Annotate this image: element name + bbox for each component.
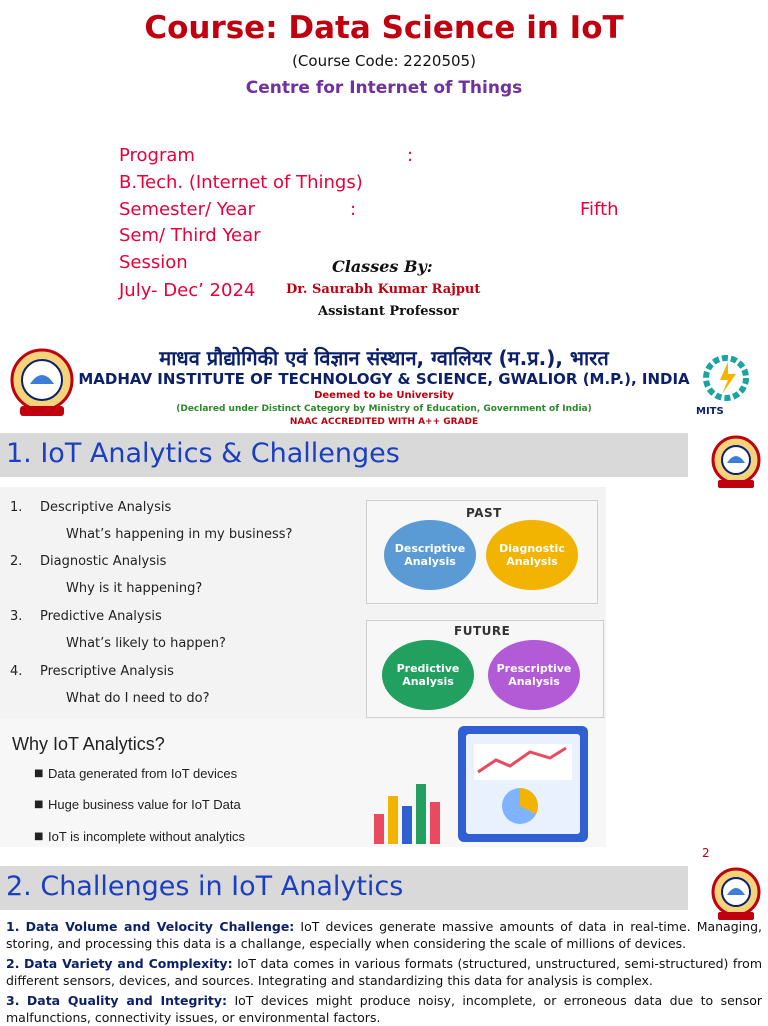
analysis-num: 1. bbox=[10, 500, 23, 515]
analysis-num: 3. bbox=[10, 609, 23, 624]
challenge-text: IoT data comes in various formats (structured, unstructured, semi-structured) from different sensors, devices, and sources. Integrating and standardizing this data for analysis is complex. bbox=[6, 956, 762, 988]
prescriptive-circle: Prescriptive Analysis bbox=[488, 640, 580, 710]
classes-by-label: Classes By: bbox=[332, 257, 433, 276]
analysis-name: Predictive Analysis bbox=[40, 609, 162, 624]
session-label: Session bbox=[119, 252, 188, 273]
semester-label: Semester/ Year bbox=[119, 199, 255, 220]
analysis-num: 2. bbox=[10, 554, 23, 569]
challenge-num: 2. bbox=[6, 956, 20, 971]
mits-logo-icon bbox=[692, 352, 762, 422]
challenge-text: IoT devices might produce noisy, incomplete, or erroneous data due to sensor malfunctions, connectivity issues, or environmental factors. bbox=[6, 993, 762, 1025]
page-number: 2 bbox=[702, 846, 710, 860]
semester-colon: : bbox=[350, 199, 357, 220]
instructor-name: Dr. Saurabh Kumar Rajput bbox=[286, 282, 481, 297]
why-bullet: Data generated from IoT devices bbox=[48, 766, 238, 781]
semester-value: Fifth bbox=[580, 199, 619, 220]
past-label: PAST bbox=[466, 506, 502, 520]
semester-year: Sem/ Third Year bbox=[119, 225, 261, 246]
descriptive-circle: Descriptive Analysis bbox=[384, 520, 476, 590]
program-label: Program bbox=[119, 145, 195, 166]
program-value: B.Tech. (Internet of Things) bbox=[119, 172, 363, 193]
course-code: (Course Code: 2220505) bbox=[292, 52, 476, 70]
why-bullet: IoT is incomplete without analytics bbox=[48, 829, 246, 844]
institute-emblem-icon bbox=[708, 866, 764, 924]
challenge-item bbox=[6, 918, 762, 952]
diagnostic-circle: Diagnostic Analysis bbox=[486, 520, 578, 590]
challenge-item bbox=[6, 992, 762, 1026]
course-title: Course: Data Science in IoT bbox=[144, 10, 624, 46]
section-title: 1. IoT Analytics & Challenges bbox=[6, 438, 400, 469]
bullet-icon: ■ bbox=[34, 799, 44, 810]
section-title: 2. Challenges in IoT Analytics bbox=[6, 871, 404, 902]
bullet-icon: ■ bbox=[34, 831, 44, 842]
challenge-text: IoT devices generate massive amounts of data in real-time. Managing, storing, and processing this data is a challange, especially when considering the scale of millions of devices. bbox=[6, 919, 762, 951]
analysis-question: Why is it happening? bbox=[66, 581, 203, 596]
analysis-name: Descriptive Analysis bbox=[40, 500, 172, 515]
challenge-head: Data Variety and Complexity: bbox=[23, 956, 233, 971]
why-bullet: Huge business value for IoT Data bbox=[48, 797, 241, 812]
analysis-name: Prescriptive Analysis bbox=[40, 664, 174, 679]
institute-naac: NAAC ACCREDITED WITH A++ GRADE bbox=[289, 417, 479, 427]
analytics-dashboard-illustration bbox=[370, 722, 606, 847]
analysis-question: What’s happening in my business? bbox=[66, 527, 293, 542]
analysis-name: Diagnostic Analysis bbox=[40, 554, 167, 569]
challenge-num: 3. bbox=[6, 993, 20, 1008]
analysis-num: 4. bbox=[10, 664, 23, 679]
program-colon: : bbox=[407, 145, 414, 166]
instructor-designation: Assistant Professor bbox=[318, 304, 459, 319]
session-value: July- Dec’ 2024 bbox=[119, 280, 256, 301]
challenge-num: 1. bbox=[6, 919, 20, 934]
institute-emblem-icon bbox=[708, 434, 764, 492]
institute-declaration: (Declared under Distinct Category by Ministry of Education, Government of India) bbox=[176, 404, 592, 414]
analysis-question: What’s likely to happen? bbox=[66, 636, 226, 651]
institute-name-hindi: माधव प्रौद्योगिकी एवं विज्ञान संस्थान, ग्वालियर (म.प्र.), भारत bbox=[159, 346, 609, 370]
challenge-head: Data Quality and Integrity: bbox=[26, 993, 228, 1008]
analysis-question: What do I need to do? bbox=[66, 691, 210, 706]
challenge-head: Data Volume and Velocity Challenge: bbox=[25, 919, 295, 934]
why-title: Why IoT Analytics? bbox=[12, 734, 165, 754]
future-label: FUTURE bbox=[454, 624, 511, 638]
mits-logo-text: MITS bbox=[696, 406, 724, 417]
institute-deemed: Deemed to be University bbox=[314, 390, 454, 401]
challenge-item bbox=[6, 955, 762, 989]
institute-name-english: MADHAV INSTITUTE OF TECHNOLOGY & SCIENCE, GWALIOR (M.P.), INDIA bbox=[78, 370, 690, 388]
predictive-circle: Predictive Analysis bbox=[382, 640, 474, 710]
centre-name: Centre for Internet of Things bbox=[245, 78, 523, 98]
bullet-icon: ■ bbox=[34, 768, 44, 779]
